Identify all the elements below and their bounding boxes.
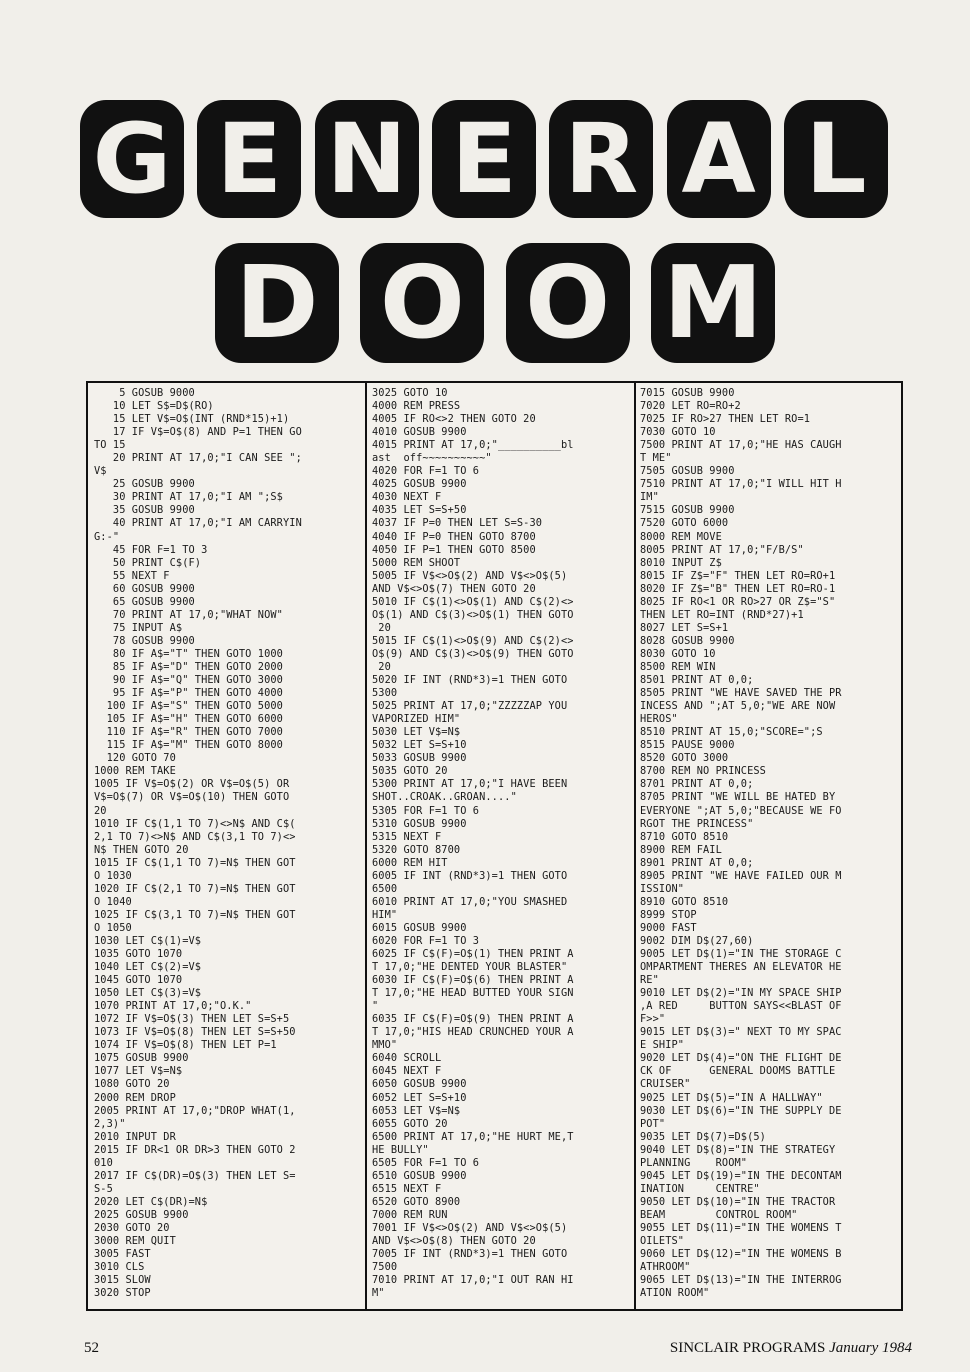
magazine-name: SINCLAIR PROGRAMS [669, 1340, 826, 1356]
title-letter: E [197, 100, 301, 218]
page-number: 52 [84, 1340, 99, 1356]
program-listing [86, 381, 903, 1311]
listing-text: 5 GOSUB 9000 10 LET S$=D$(RO) 15 LET V$=O$(INT (RND*15)+1) 17 IF V$=O$(8) AND P=1 THEN GO TO 15 20 PRINT AT 17,0;"I CAN SEE "; V$ 25 GOSUB 9900 30 PRINT AT 17,0;"I AM ";S$ 35 GOSUB 9900 40 PRINT AT 17,0;"I AM CARRYIN G:-" 45 FOR F=1 TO 3 50 PRINT C$(F) 55 NEXT F 60 GOSUB 9900 65 GOSUB 9900 70 PRINT AT 17,0;"WHAT NOW" 75 INPUT A$ 78 GOSUB 9900 80 IF A$="T" THEN GOTO 1000 85 IF A$="D" THEN GOTO 2000 90 IF A$="Q" THEN GOTO 3000 95 IF A$="P" THEN GOTO 4000 100 IF A$="S" THEN GOTO 5000 105 IF A$="H" THEN GOTO 6000 110 IF A$="R" THEN GOTO 7000 115 IF A$="M" THEN GOTO 8000 120 GOTO 70 1000 REM TAKE 1005 IF V$=O$(2) OR V$=O$(5) OR V$=O$(7) OR V$=O$(10) THEN GOTO 20 1010 IF C$(1,1 TO 7)<>N$ AND C$( 2,1 TO 7)<>N$ AND C$(3,1 TO 7)<> N$ THEN GOTO 20 1015 IF C$(1,1 TO 7)=N$ THEN GOT O 1030 1020 IF C$(2,1 TO 7)=N$ THEN GOT O 1040 1025 IF C$(3,1 TO 7)=N$ THEN GOT O 1050 1030 LET C$(1)=V$ 1035 GOTO 1070 1040 LET C$(2)=V$ 1045 GOTO 1070 1050 LET C$(3)=V$ 1070 PRINT AT 17,0;"O.K." 1072 IF V$=O$(3) THEN LET S=S+5 1073 IF V$=O$(8) THEN LET S=S+50 1074 IF V$=O$(8) THEN LET P=1 1075 GOSUB 9900 1077 LET V$=N$ 1080 GOTO 20 2000 REM DROP 2005 PRINT AT 17,0;"DROP WHAT(1, 2,3)" 2010 INPUT DR 2015 IF DR<1 OR DR>3 THEN GOTO 2 010 2017 IF C$(DR)=O$(3) THEN LET S= S-5 2020 LET C$(DR)=N$ 2025 GOSUB 9900 2030 GOTO 20 3000 REM QUIT 3005 FAST 3010 CLS 3015 SLOW 3020 STOP [94, 387, 302, 1300]
title-letter: L [784, 100, 888, 218]
title-letter: D [215, 243, 339, 363]
column-divider [365, 383, 367, 1309]
title-letter: E [432, 100, 536, 218]
listing-text: 3025 GOTO 10 4000 REM PRESS 4005 IF RO<>2 THEN GOTO 20 4010 GOSUB 9900 4015 PRINT AT 17,0;"__________bl ast off~~~~~~~~~~" 4020 FOR F=1 TO 6 4025 GOSUB 9900 4030 NEXT F 4035 LET S=S+50 4037 IF P=0 THEN LET S=S-30 4040 IF P=0 THEN GOTO 8700 4050 IF P=1 THEN GOTO 8500 5000 REM SHOOT 5005 IF V$<>O$(2) AND V$<>O$(5) AND V$<>O$(7) THEN GOTO 20 5010 IF C$(1)<>O$(1) AND C$(2)<> O$(1) AND C$(3)<>O$(1) THEN GOTO 20 5015 IF C$(1)<>O$(9) AND C$(2)<> O$(9) AND C$(3)<>O$(9) THEN GOTO 20 5020 IF INT (RND*3)=1 THEN GOTO 5300 5025 PRINT AT 17,0;"ZZZZZAP YOU VAPORIZED HIM" 5030 LET V$=N$ 5032 LET S=S+10 5033 GOSUB 9900 5035 GOTO 20 5300 PRINT AT 17,0;"I HAVE BEEN SHOT..CROAK..GROAN...." 5305 FOR F=1 TO 6 5310 GOSUB 9900 5315 NEXT F 5320 GOTO 8700 6000 REM HIT 6005 IF INT (RND*3)=1 THEN GOTO 6500 6010 PRINT AT 17,0;"YOU SMASHED HIM" 6015 GOSUB 9900 6020 FOR F=1 TO 3 6025 IF C$(F)=O$(1) THEN PRINT A T 17,0;"HE DENTED YOUR BLASTER" 6030 IF C$(F)=O$(6) THEN PRINT A T 17,0;"HE HEAD BUTTED YOUR SIGN " 6035 IF C$(F)=O$(9) THEN PRINT A T 17,0;"HIS HEAD CRUNCHED YOUR A MMO" 6040 SCROLL 6045 NEXT F 6050 GOSUB 9900 6052 LET S=S+10 6053 LET V$=N$ 6055 GOTO 20 6500 PRINT AT 17,0;"HE HURT ME,T HE BULLY" 6505 FOR F=1 TO 6 6510 GOSUB 9900 6515 NEXT F 6520 GOTO 8900 7000 REM RUN 7001 IF V$<>O$(2) AND V$<>O$(5) AND V$<>O$(8) THEN GOTO 20 7005 IF INT (RND*3)=1 THEN GOTO 7500 7010 PRINT AT 17,0;"I OUT RAN HI M" [372, 387, 574, 1300]
title-line-doom [215, 243, 775, 363]
title-letter: O [506, 243, 630, 363]
listing-column-1 [94, 387, 357, 1307]
issue-date: January 1984 [829, 1340, 912, 1356]
title-letter: G [80, 100, 184, 218]
title-letter: O [360, 243, 484, 363]
title-line-general [80, 100, 888, 218]
title-letter: R [549, 100, 653, 218]
magazine-footer [670, 1340, 912, 1357]
title-letter: N [315, 100, 419, 218]
listing-column-3 [640, 387, 896, 1307]
listing-text: 7015 GOSUB 9900 7020 LET RO=RO+2 7025 IF RO>27 THEN LET RO=1 7030 GOTO 10 7500 PRINT AT 17,0;"HE HAS CAUGH T ME" 7505 GOSUB 9900 7510 PRINT AT 17,0;"I WILL HIT H IM" 7515 GOSUB 9900 7520 GOTO 6000 8000 REM MOVE 8005 PRINT AT 17,0;"F/B/S" 8010 INPUT Z$ 8015 IF Z$="F" THEN LET RO=RO+1 8020 IF Z$="B" THEN LET RO=RO-1 8025 IF RO<1 OR RO>27 OR Z$="S" THEN LET RO=INT (RND*27)+1 8027 LET S=S+1 8028 GOSUB 9900 8030 GOTO 10 8500 REM WIN 8501 PRINT AT 0,0; 8505 PRINT "WE HAVE SAVED THE PR INCESS AND ";AT 5,0;"WE ARE NOW HEROS" 8510 PRINT AT 15,0;"SCORE=";S 8515 PAUSE 9000 8520 GOTO 3000 8700 REM NO PRINCESS 8701 PRINT AT 0,0; 8705 PRINT "WE WILL BE HATED BY EVERYONE ";AT 5,0;"BECAUSE WE FO RGOT THE PRINCESS" 8710 GOTO 8510 8900 REM FAIL 8901 PRINT AT 0,0; 8905 PRINT "WE HAVE FAILED OUR M ISSION" 8910 GOTO 8510 8999 STOP 9000 FAST 9002 DIM D$(27,60) 9005 LET D$(1)="IN THE STORAGE C OMPARTMENT THERES AN ELEVATOR HE RE" 9010 LET D$(2)="IN MY SPACE SHIP ,A RED BUTTON SAYS<<BLAST OF F>>" 9015 LET D$(3)=" NEXT TO MY SPAC E SHIP" 9020 LET D$(4)="ON THE FLIGHT DE CK OF GENERAL DOOMS BATTLE CRUISER" 9025 LET D$(5)="IN A HALLWAY" 9030 LET D$(6)="IN THE SUPPLY DE POT" 9035 LET D$(7)=D$(5) 9040 LET D$(8)="IN THE STRATEGY PLANNING ROOM" 9045 LET D$(19)="IN THE DECONTAM INATION CENTRE" 9050 LET D$(10)="IN THE TRACTOR BEAM CONTROL ROOM" 9055 LET D$(11)="IN THE WOMENS T OILETS" 9060 LET D$(12)="IN THE WOMENS B ATHROOM" 9065 LET D$(13)="IN THE INTERROG ATION ROOM" [640, 387, 842, 1300]
listing-column-2 [372, 387, 626, 1307]
title-letter: M [651, 243, 775, 363]
title-letter: A [667, 100, 771, 218]
column-divider [634, 383, 636, 1309]
